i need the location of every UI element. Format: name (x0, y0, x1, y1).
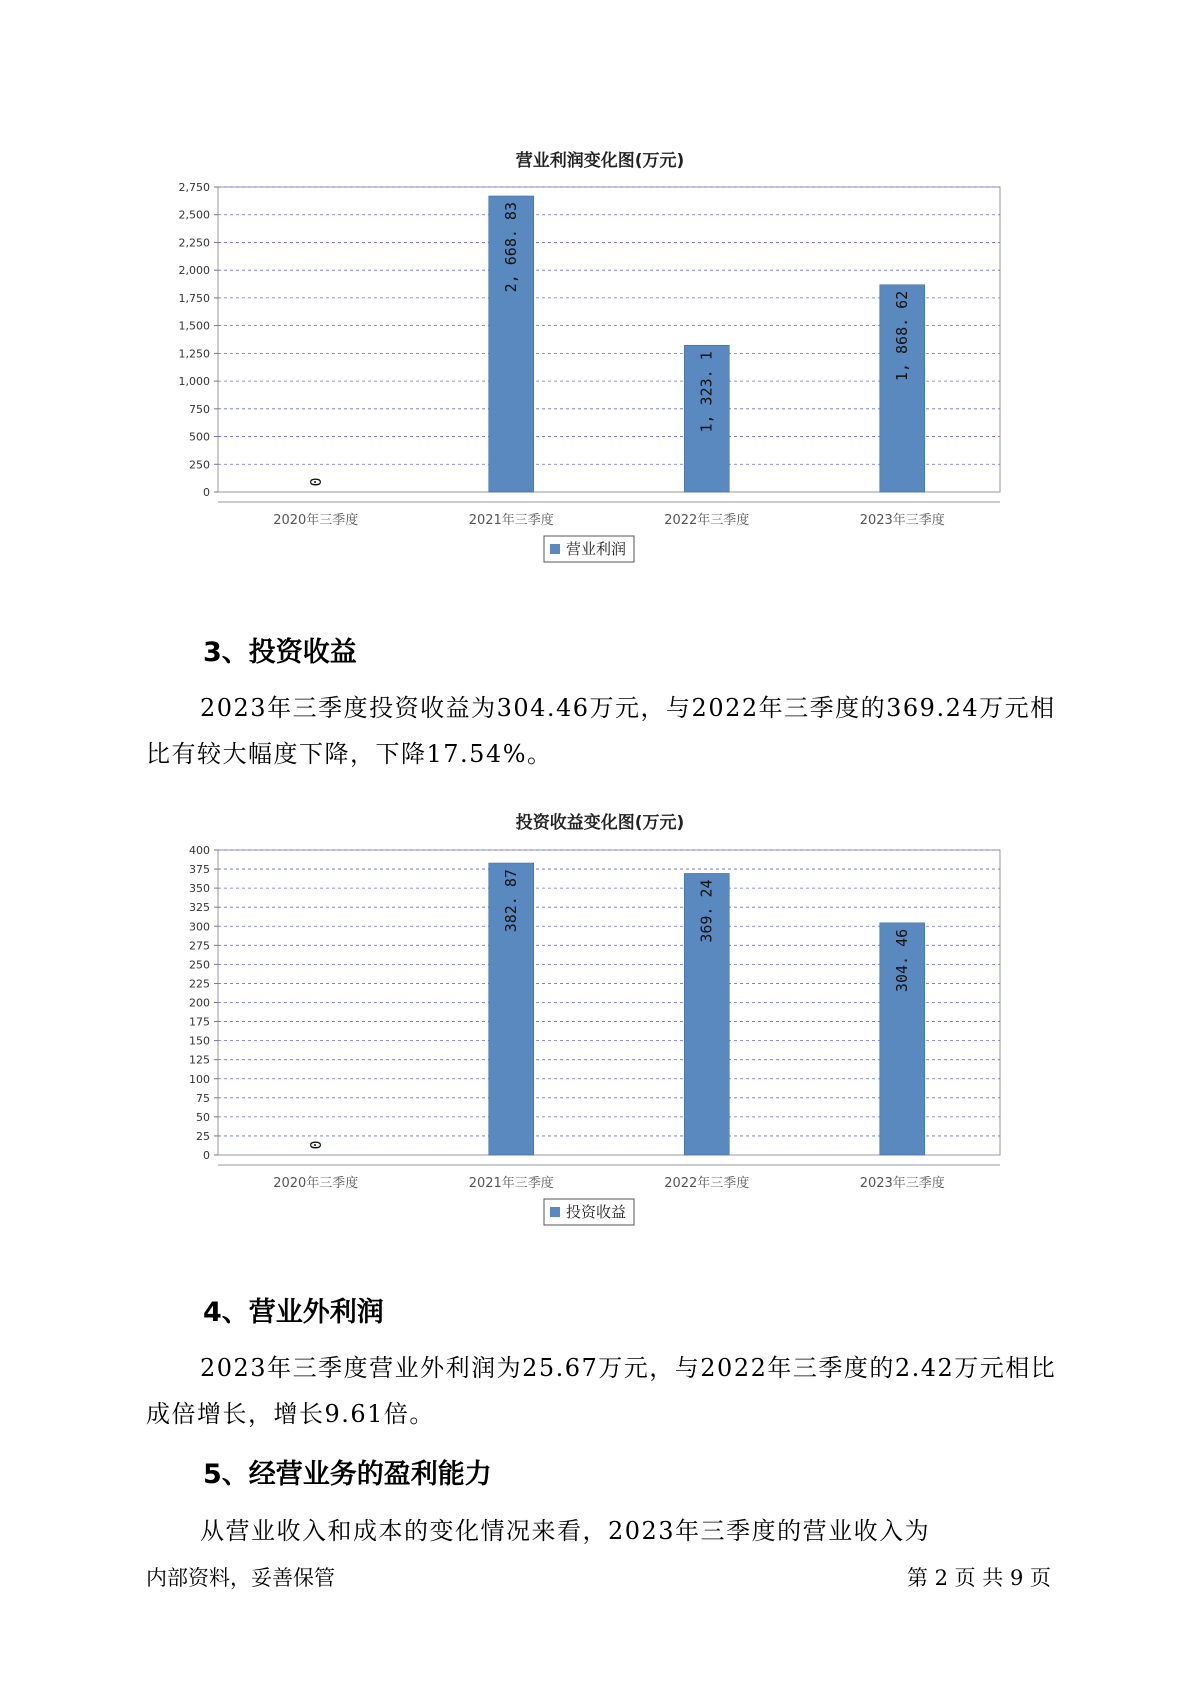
section-3-heading: 3、投资收益 (203, 637, 357, 668)
operating-profit-data-label: 2, 668. 83 (502, 202, 521, 293)
operating-profit-y-tick-label: 1,000 (178, 375, 210, 389)
investment-income-y-tick-label: 150 (189, 1034, 210, 1048)
investment-income-y-tick-label: 50 (196, 1110, 210, 1124)
investment-income-y-tick-label: 250 (189, 958, 210, 972)
investment-income-y-tick-label: 0 (203, 1149, 210, 1162)
investment-income-category-label: 2022年三季度 (664, 1176, 750, 1191)
investment-income-category-label: 2021年三季度 (468, 1176, 554, 1191)
operating-profit-y-tick-label: 1,750 (178, 291, 210, 305)
investment-income-data-label: 382. 87 (502, 869, 521, 933)
operating-profit-y-tick-label: 0 (203, 486, 210, 499)
section-5-paragraph: 从营业收入和成本的变化情况来看，2023年三季度的营业收入为 (200, 1517, 931, 1545)
investment-income-y-tick-label: 300 (189, 920, 210, 934)
operating-profit-legend-swatch (550, 544, 560, 554)
operating-profit-y-tick-label: 2,500 (178, 208, 210, 222)
operating-profit-y-tick-label: 2,000 (178, 264, 210, 278)
section-4-paragraph: 2023年三季度营业外利润为25.67万元，与2022年三季度的2.42万元相比成倍增长，增长9.61倍。 (146, 1354, 1057, 1428)
operating-profit-chart-title: 营业利润变化图(万元) (515, 151, 685, 171)
section-4-heading: 4、营业外利润 (203, 1297, 384, 1328)
operating-profit-data-label: 0 (306, 477, 325, 487)
operating-profit-category-label: 2022年三季度 (664, 513, 750, 528)
operating-profit-legend-label: 营业利润 (566, 540, 627, 558)
investment-income-data-label: 304. 46 (893, 928, 912, 993)
operating-profit-y-tick-label: 500 (189, 430, 210, 444)
investment-income-category-label: 2023年三季度 (859, 1176, 945, 1191)
investment-income-legend-swatch (550, 1207, 560, 1217)
investment-income-y-tick-label: 350 (189, 882, 210, 896)
footer-page-number: 第 2 页 共 9 页 (906, 1566, 1051, 1590)
investment-income-y-tick-label: 325 (189, 901, 210, 915)
investment-income-y-tick-label: 275 (189, 939, 210, 953)
operating-profit-chart (150, 175, 1010, 595)
investment-income-data-label: 0 (306, 1140, 325, 1150)
operating-profit-y-tick-label: 2,750 (178, 181, 210, 194)
operating-profit-category-label: 2020年三季度 (273, 513, 359, 528)
operating-profit-y-tick-label: 750 (189, 402, 210, 416)
operating-profit-y-tick-label: 250 (189, 458, 210, 472)
footer-confidential-note: 内部资料，妥善保管 (146, 1566, 335, 1590)
investment-income-y-tick-label: 125 (189, 1053, 210, 1067)
investment-income-category-label: 2020年三季度 (273, 1176, 359, 1191)
investment-income-y-tick-label: 175 (189, 1015, 210, 1029)
investment-income-chart-title: 投资收益变化图(万元) (515, 813, 685, 833)
investment-income-legend-label: 投资收益 (566, 1203, 627, 1221)
operating-profit-category-label: 2023年三季度 (859, 513, 945, 528)
operating-profit-data-label: 1, 323. 1 (697, 351, 716, 433)
investment-income-y-tick-label: 25 (196, 1129, 210, 1143)
operating-profit-y-tick-label: 1,500 (178, 319, 210, 333)
investment-income-y-tick-label: 225 (189, 977, 210, 991)
investment-income-y-tick-label: 200 (189, 996, 210, 1010)
investment-income-data-label: 369. 24 (697, 879, 716, 943)
section-5-heading: 5、经营业务的盈利能力 (203, 1459, 492, 1490)
section-3-paragraph: 2023年三季度投资收益为304.46万元，与2022年三季度的369.24万元相比有较大幅度下降，下降17.54%。 (146, 694, 1056, 768)
investment-income-y-tick-label: 75 (196, 1091, 210, 1105)
investment-income-y-tick-label: 100 (189, 1072, 210, 1086)
operating-profit-y-tick-label: 1,250 (178, 347, 210, 361)
investment-income-chart (150, 838, 1010, 1258)
operating-profit-y-tick-label: 2,250 (178, 236, 210, 250)
operating-profit-data-label: 1, 868. 62 (893, 290, 912, 382)
investment-income-y-tick-label: 375 (189, 863, 210, 877)
operating-profit-category-label: 2021年三季度 (468, 513, 554, 528)
investment-income-y-tick-label: 400 (189, 844, 210, 857)
